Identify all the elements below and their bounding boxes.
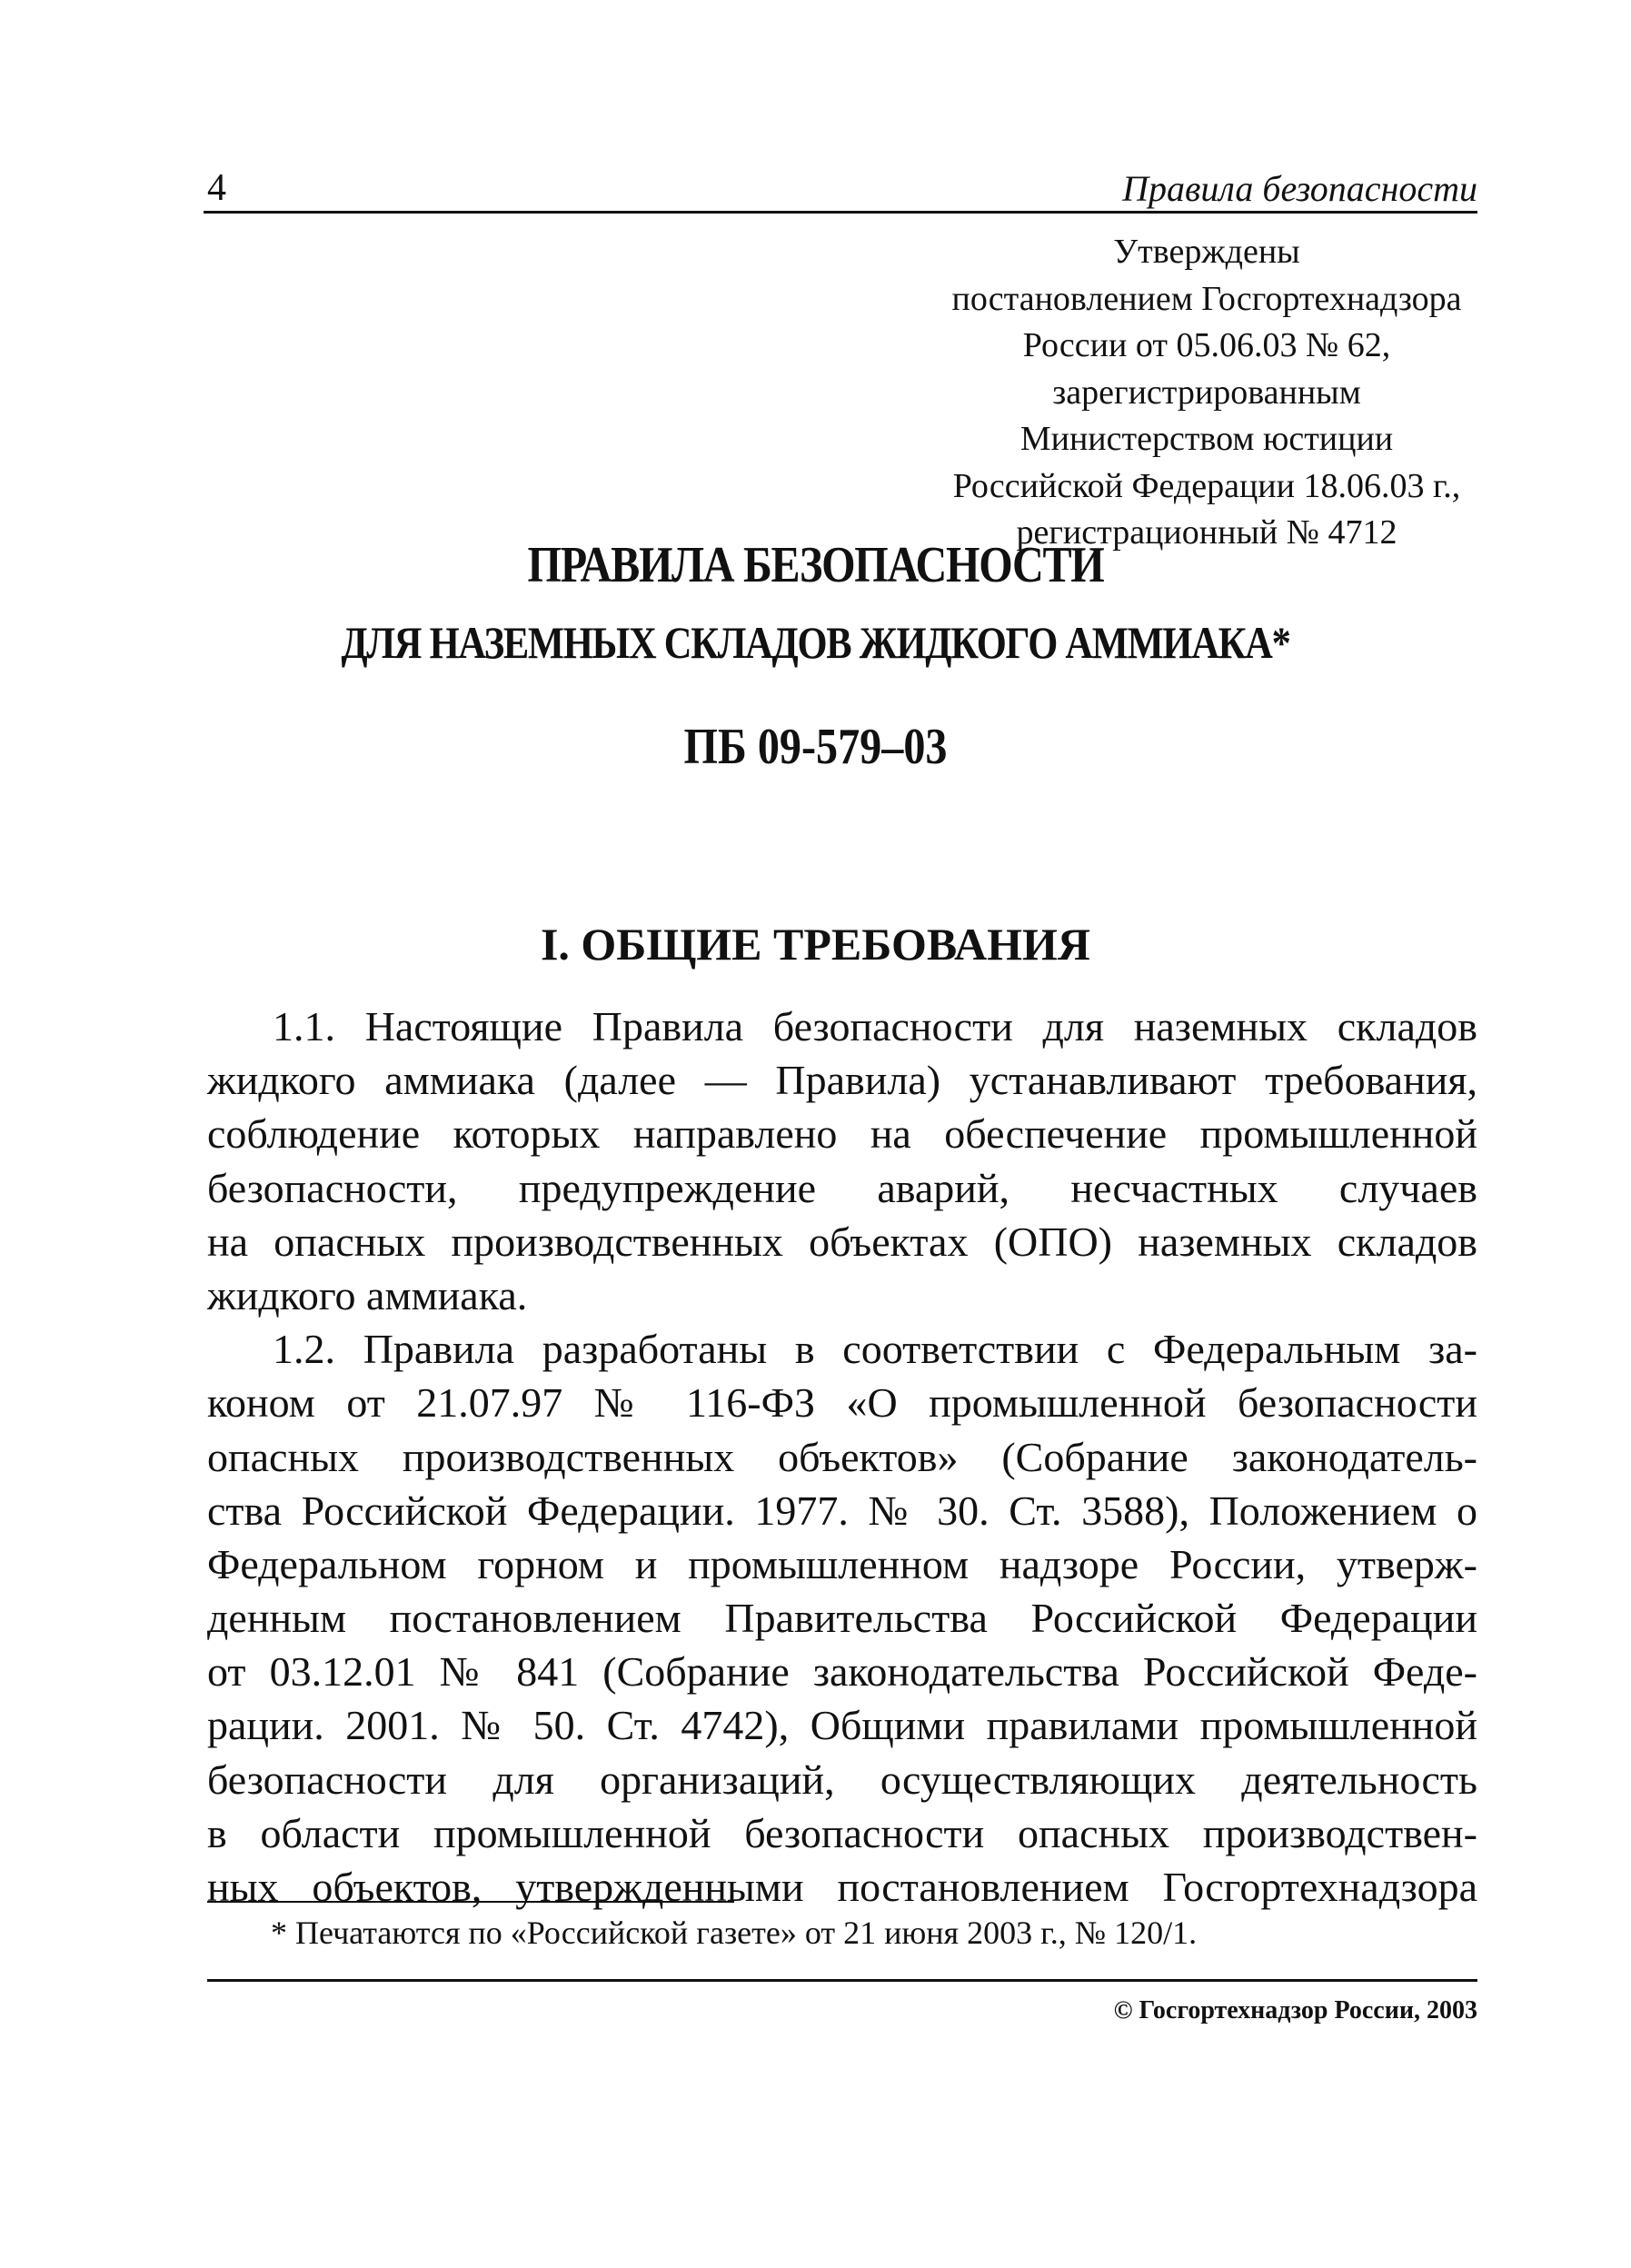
approval-block	[918, 229, 1496, 557]
bottom-divider	[207, 1979, 1477, 1982]
approval-line: России от 05.06.03 № 62,	[1022, 326, 1391, 364]
text-line: на опасных производственных объектах (ОПО) наземных складов	[207, 1218, 1477, 1265]
approval-line: Министерством юстиции	[1019, 420, 1394, 458]
text-line: жидкого аммиака.	[207, 1271, 528, 1318]
text-line: рации. 2001. № 50. Ст. 4742), Общими правилами промышленной	[207, 1702, 1477, 1749]
section-heading: I. ОБЩИЕ ТРЕБОВАНИЯ	[540, 919, 1091, 970]
text-line: соблюдение которых направлено на обеспечение промышленной	[207, 1110, 1477, 1158]
approval-line: зарегистрированным	[1052, 373, 1361, 412]
text-line: 1.1. Настоящие Правила безопасности для наземных складов	[273, 1003, 1477, 1049]
copyright-notice: © Госгортехнадзор России, 2003	[1113, 1996, 1477, 2024]
text-line: 1.2. Правила разработаны в соответствии с Федеральным за-	[273, 1326, 1477, 1373]
approval-line: Российской Федерации 18.06.03 г.,	[952, 466, 1461, 505]
paragraph-1-2	[207, 1322, 1477, 1914]
text-line: от 03.12.01 № 841 (Собрание законодательства Российской Феде-	[207, 1648, 1477, 1696]
text-line: Федеральном горном и промышленном надзоре России, утверж-	[207, 1540, 1477, 1587]
footnote: * Печатаются по «Российской газете» от 21 июня 2003 г., № 120/1.	[271, 1915, 1198, 1951]
paragraph-1-1	[207, 1000, 1477, 1322]
text-line: ства Российской Федерации. 1977. № 30. Ст. 3588), Положением о	[207, 1487, 1477, 1534]
text-line: безопасности, предупреждение аварий, несчастных случаев	[207, 1164, 1477, 1211]
body-text	[207, 1000, 1477, 1914]
document-code: ПБ 09-579–03	[683, 719, 948, 775]
document-subtitle: ДЛЯ НАЗЕМНЫХ СКЛАДОВ ЖИДКОГО АММИАКА*	[341, 617, 1290, 668]
text-line: в области промышленной безопасности опасных производствен-	[207, 1809, 1477, 1856]
document-title: ПРАВИЛА БЕЗОПАСНОСТИ	[527, 537, 1104, 593]
text-line: ных объектов, утвержденными постановлением Госгортехнадзора	[207, 1864, 1477, 1910]
footnote-divider	[207, 1901, 734, 1903]
running-header-title: Правила безопасности	[1122, 168, 1477, 209]
approval-line: регистрационный № 4712	[1016, 513, 1397, 552]
text-line: денным постановлением Правительства Российской Федерации	[207, 1595, 1477, 1642]
text-line: опасных производственных объектов» (Собрание законодатель-	[207, 1433, 1477, 1480]
text-line: коном от 21.07.97 № 116-ФЗ «О промышленной безопасности	[207, 1379, 1477, 1427]
approval-line: Утверждены	[1113, 233, 1300, 271]
text-line: жидкого аммиака (далее — Правила) устанавливают требования,	[207, 1057, 1477, 1104]
approval-line: постановлением Госгортехнадзора	[951, 279, 1462, 318]
page-number: 4	[207, 167, 226, 209]
text-line: безопасности для организаций, осуществляющих деятельность	[207, 1756, 1477, 1803]
running-header	[204, 160, 1477, 214]
